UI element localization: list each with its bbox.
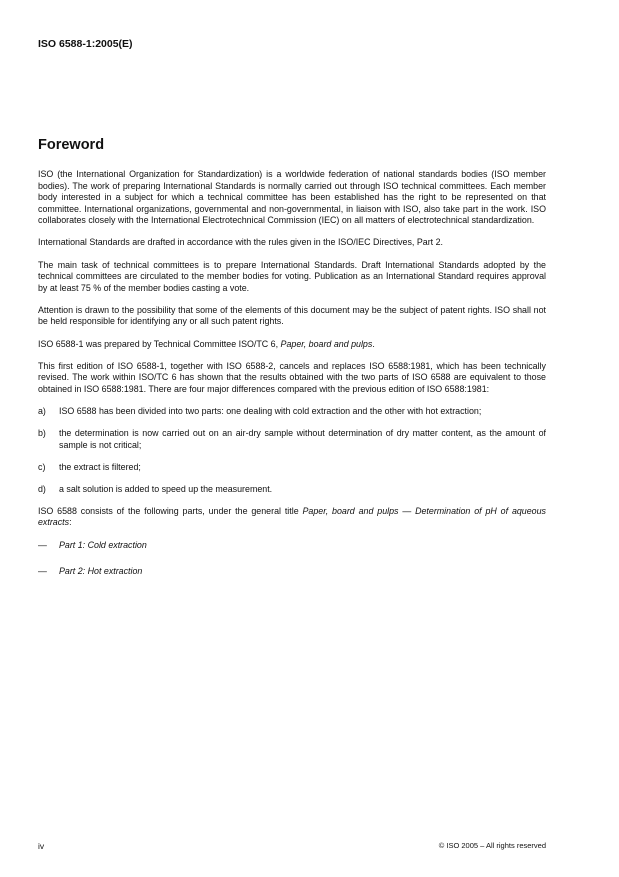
list-item <box>38 406 546 418</box>
paragraph-directives: International Standards are drafted in accordance with the rules given in the ISO/IEC Directives, Part 2. <box>38 237 444 248</box>
list-item <box>38 462 546 474</box>
foreword-body <box>38 169 546 592</box>
list-marker: c) <box>38 461 46 472</box>
list-item-text: ISO 6588 has been divided into two parts: one dealing with cold extraction and the other with hot extraction; <box>59 405 482 416</box>
general-title: Paper, board and pulps — Determination of pH of aqueous extracts <box>38 505 546 528</box>
list-item <box>38 566 546 578</box>
document-id-header: ISO 6588-1:2005(E) <box>38 38 133 50</box>
dash-marker: — <box>38 565 47 576</box>
paragraph-committees: The main task of technical committees is to prepare International Standards. Draft International Standards adopted by the technical committees are circulated to the member bodies for voting. Publication as an International Standard requires approval by at least 75 % of the member bodies casting a vote. <box>38 259 546 293</box>
part-title: Part 1: Cold extraction <box>59 539 147 550</box>
paragraph-prepared-by <box>38 339 546 351</box>
part-title: Part 2: Hot extraction <box>59 565 143 576</box>
list-item-text: the determination is now carried out on an air-dry sample without determination of dry matter content, as the amount of sample is not critical; <box>59 428 546 450</box>
list-item-text: a salt solution is added to speed up the measurement. <box>59 483 273 494</box>
parts-intro-end: : <box>69 517 72 528</box>
list-item-text: the extract is filtered; <box>59 461 141 472</box>
list-marker: d) <box>38 483 46 494</box>
page-title: Foreword <box>38 137 105 153</box>
dash-marker: — <box>38 539 47 550</box>
list-marker: a) <box>38 405 46 416</box>
page-number: iv <box>38 841 45 851</box>
list-item <box>38 428 546 451</box>
paragraph-iso-intro: ISO (the International Organization for Standardization) is a worldwide federation of national standards bodies (ISO member bodies). The work of preparing International Standards is normally carried out through ISO technical committees. Each member body interested in a subject for which a technical committee has been established has the right to be represented on that committee. International organizations, governmental and non-governmental, in liaison with ISO, also take part in the work. ISO collaborates closely with the International Electrotechnical Commission (IEC) on all matters of electrotechnical standardization. <box>38 169 546 226</box>
list-item <box>38 484 546 496</box>
prepared-by-text: ISO 6588-1 was prepared by Technical Committee ISO/TC 6, <box>38 338 281 349</box>
list-marker: b) <box>38 428 46 438</box>
parts-intro-text: ISO 6588 consists of the following parts, under the general title <box>38 505 303 516</box>
committee-title: Paper, board and pulps <box>280 338 373 349</box>
paragraph-patent: Attention is drawn to the possibility that some of the elements of this document may be the subject of patent rights. ISO shall not be held responsible for identifying any or all such patent rights. <box>38 304 546 327</box>
prepared-by-end: . <box>372 338 375 349</box>
paragraph-edition: This first edition of ISO 6588-1, together with ISO 6588-2, cancels and replaces ISO 6588:1981, which has been technically revised. The work within ISO/TC 6 has shown that the results obtained with the two parts of ISO 6588 are equivalent to those obtained in ISO 6588:1981. There are four major differences compared with the previous edition of ISO 6588:1981: <box>38 360 546 394</box>
list-item <box>38 540 546 552</box>
copyright-notice: © ISO 2005 – All rights reserved <box>438 841 546 850</box>
paragraph-parts <box>38 506 546 529</box>
